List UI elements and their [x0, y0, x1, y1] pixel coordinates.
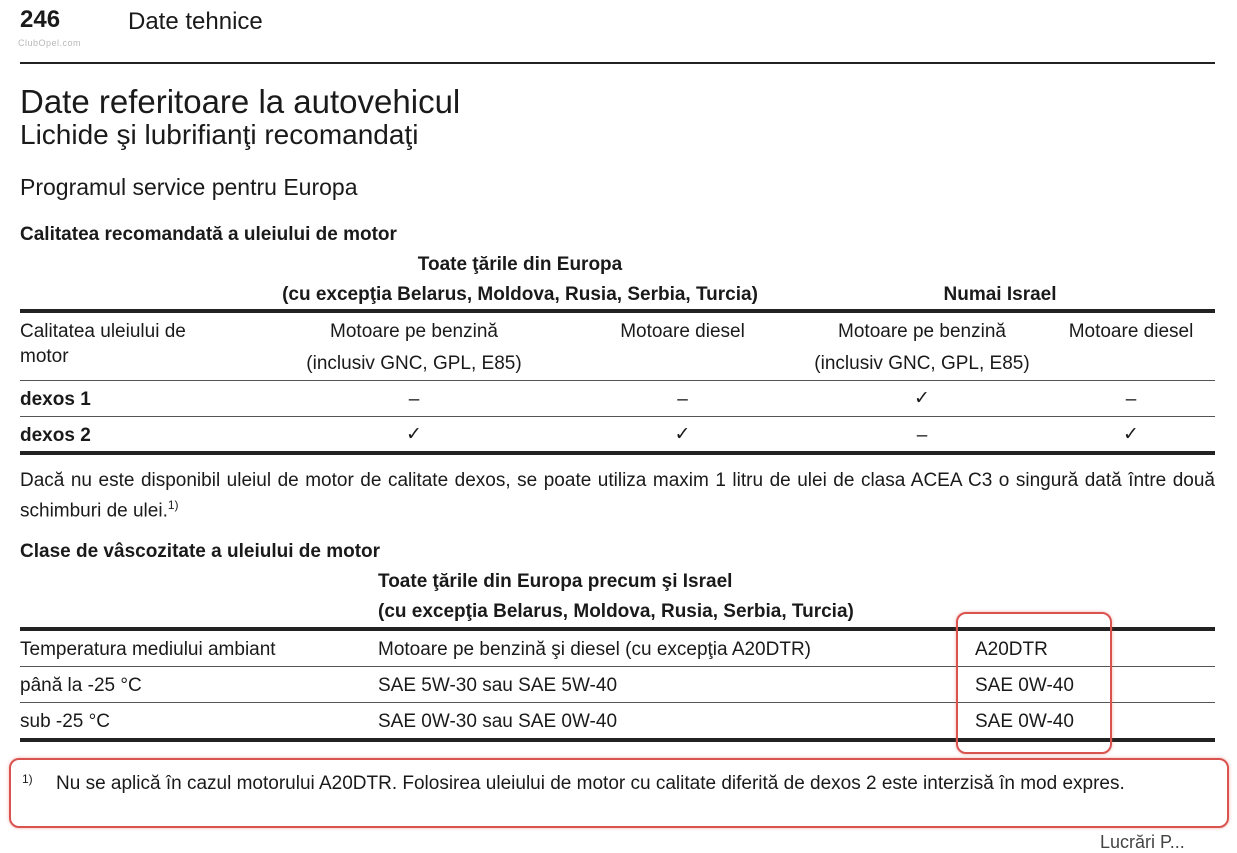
header-rule [20, 62, 1215, 64]
a20dtr-row-2: SAE 0W-40 [975, 711, 1074, 732]
note-text: Dacă nu este disponibil uleiul de motor de calitate dexos, se poate utiliza maxim 1 litru de ulei de clasa ACEA C3 o singură dată între două schimburi de ulei. [20, 470, 1215, 522]
dexos-note [20, 469, 1215, 523]
group-israel: Numai Israel [943, 284, 1057, 305]
group-europe-line1: Toate ţările din Europa [417, 254, 623, 275]
temp-row-1: până la -25 °C [20, 675, 142, 696]
watermark: ClubOpel.com [18, 38, 82, 48]
section-title: Date tehnice [128, 8, 263, 35]
table-rule [20, 380, 1215, 381]
viscosity-title: Clase de vâscozitate a uleiului de motor [20, 541, 381, 562]
dexos1-benzina-il: ✓ [914, 388, 930, 409]
row-label-dexos1: dexos 1 [20, 389, 91, 410]
page-number: 246 [20, 6, 61, 33]
col-header-quality-line1: Calitatea uleiului de [20, 321, 186, 342]
col-header-benzina-il-line1: Motoare pe benzină [838, 321, 1006, 342]
footnote-mark: 1) [22, 772, 33, 786]
footnote-text: Nu se aplică în cazul motorului A20DTR. Folosirea uleiului de motor cu calitate diferită de dexos 2 este interzisă în mod expres. [56, 773, 1125, 794]
a20dtr-highlight-box [956, 612, 1112, 754]
oil-quality-title: Calitatea recomandată a uleiului de motor [20, 224, 397, 245]
note-footnote-ref: 1) [167, 498, 179, 512]
col-header-diesel-il: Motoare diesel [1068, 321, 1194, 342]
service-program-heading: Programul service pentru Europa [20, 174, 358, 200]
a20dtr-row-1: SAE 0W-40 [975, 675, 1074, 696]
col-header-diesel: Motoare diesel [620, 321, 745, 342]
engines-row-1: SAE 5W-30 sau SAE 5W-40 [378, 675, 618, 696]
col-header-quality-line2: motor [20, 346, 69, 367]
table-rule-top [20, 309, 1215, 313]
col-header-temperature: Temperatura mediului ambiant [20, 639, 276, 660]
temp-row-2: sub -25 °C [20, 711, 110, 732]
dexos2-benzina: ✓ [406, 424, 422, 445]
dexos1-diesel: – [677, 389, 688, 410]
table-rule-bottom [20, 451, 1215, 455]
dexos1-diesel-il: – [1125, 389, 1137, 410]
row-label-dexos2: dexos 2 [20, 425, 91, 446]
dexos2-diesel-il: ✓ [1123, 424, 1139, 445]
dexos2-diesel: ✓ [674, 424, 691, 445]
col-header-benzina-il-line2: (inclusiv GNC, GPL, E85) [814, 353, 1030, 374]
dexos2-benzina-il: – [916, 425, 928, 446]
viscosity-group-line1: Toate ţările din Europa precum şi Israel [378, 571, 733, 592]
page-heading: Date referitoare la autovehicul [20, 83, 461, 120]
col-header-benzina-line2: (inclusiv GNC, GPL, E85) [306, 353, 522, 374]
engines-row-2: SAE 0W-30 sau SAE 0W-40 [378, 711, 618, 732]
page-subheading: Lichide şi lubrifianţi recomandaţi [20, 119, 419, 150]
dexos1-benzina: – [408, 389, 420, 410]
table-rule [20, 416, 1215, 417]
continuation-text: Lucrări P... [1100, 832, 1185, 852]
viscosity-group-line2: (cu excepţia Belarus, Moldova, Rusia, Serbia, Turcia) [378, 601, 854, 622]
col-header-a20dtr: A20DTR [975, 639, 1048, 660]
col-header-engines: Motoare pe benzină şi diesel (cu excepţia A20DTR) [378, 639, 812, 660]
group-europe-line2: (cu excepţia Belarus, Moldova, Rusia, Serbia, Turcia) [282, 284, 758, 305]
col-header-benzina-line1: Motoare pe benzină [330, 321, 498, 342]
